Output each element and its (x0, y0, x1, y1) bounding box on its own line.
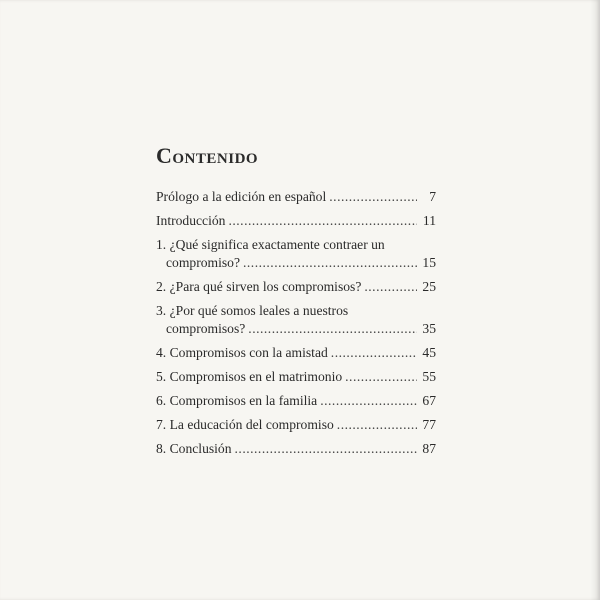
toc-page-number: 7 (429, 189, 436, 204)
toc-page-number: 25 (422, 279, 436, 294)
toc-entry-title: 8. Conclusión (156, 441, 232, 456)
table-of-contents (156, 188, 436, 458)
toc-entry-chapter-6 (156, 392, 436, 410)
toc-leader-dots (345, 368, 417, 386)
toc-leader-dots (248, 320, 417, 338)
toc-entry-chapter-1 (156, 236, 436, 272)
toc-entry-chapter-5 (156, 368, 436, 386)
toc-entry-title: Introducción (156, 213, 226, 228)
toc-entry-chapter-8 (156, 440, 436, 458)
toc-entry-title: 7. La educación del compromiso (156, 417, 334, 432)
toc-entry-title: 4. Compromisos con la amistad (156, 345, 328, 360)
toc-entry-introduccion (156, 212, 436, 230)
toc-entry-title-continued: compromiso? (166, 255, 240, 270)
toc-page-number: 45 (422, 345, 436, 360)
toc-entry-title: 6. Compromisos en la familia (156, 393, 318, 408)
toc-page-number: 15 (422, 255, 436, 270)
toc-leader-dots (331, 344, 417, 362)
toc-entry-title: 3. ¿Por qué somos leales a nuestros (156, 303, 349, 318)
page-title: Contenido (156, 143, 259, 168)
page-edge-shadow (590, 0, 600, 600)
toc-entry-title-continued: compromisos? (166, 321, 246, 336)
toc-leader-dots (235, 440, 417, 458)
toc-page-number: 11 (422, 213, 436, 228)
toc-leader-dots (337, 416, 417, 434)
toc-entry-title: 2. ¿Para qué sirven los compromisos? (156, 279, 362, 294)
toc-entry-prologo (156, 188, 436, 206)
toc-page-number: 87 (422, 441, 436, 456)
toc-page-number: 55 (422, 369, 436, 384)
toc-page-number: 35 (422, 321, 436, 336)
toc-leader-dots (364, 278, 417, 296)
toc-page-number: 77 (422, 417, 436, 432)
toc-entry-title: 5. Compromisos en el matrimonio (156, 369, 343, 384)
toc-entry-chapter-2 (156, 278, 436, 296)
toc-entry-chapter-3 (156, 302, 436, 338)
toc-entry-chapter-4 (156, 344, 436, 362)
toc-entry-title: Prólogo a la edición en español (156, 189, 327, 204)
toc-entry-title: 1. ¿Qué significa exactamente contraer un (156, 237, 385, 252)
toc-leader-dots (228, 212, 417, 230)
toc-leader-dots (329, 188, 417, 206)
toc-page-number: 67 (422, 393, 436, 408)
toc-leader-dots (320, 392, 417, 410)
toc-leader-dots (243, 254, 417, 272)
toc-entry-chapter-7 (156, 416, 436, 434)
